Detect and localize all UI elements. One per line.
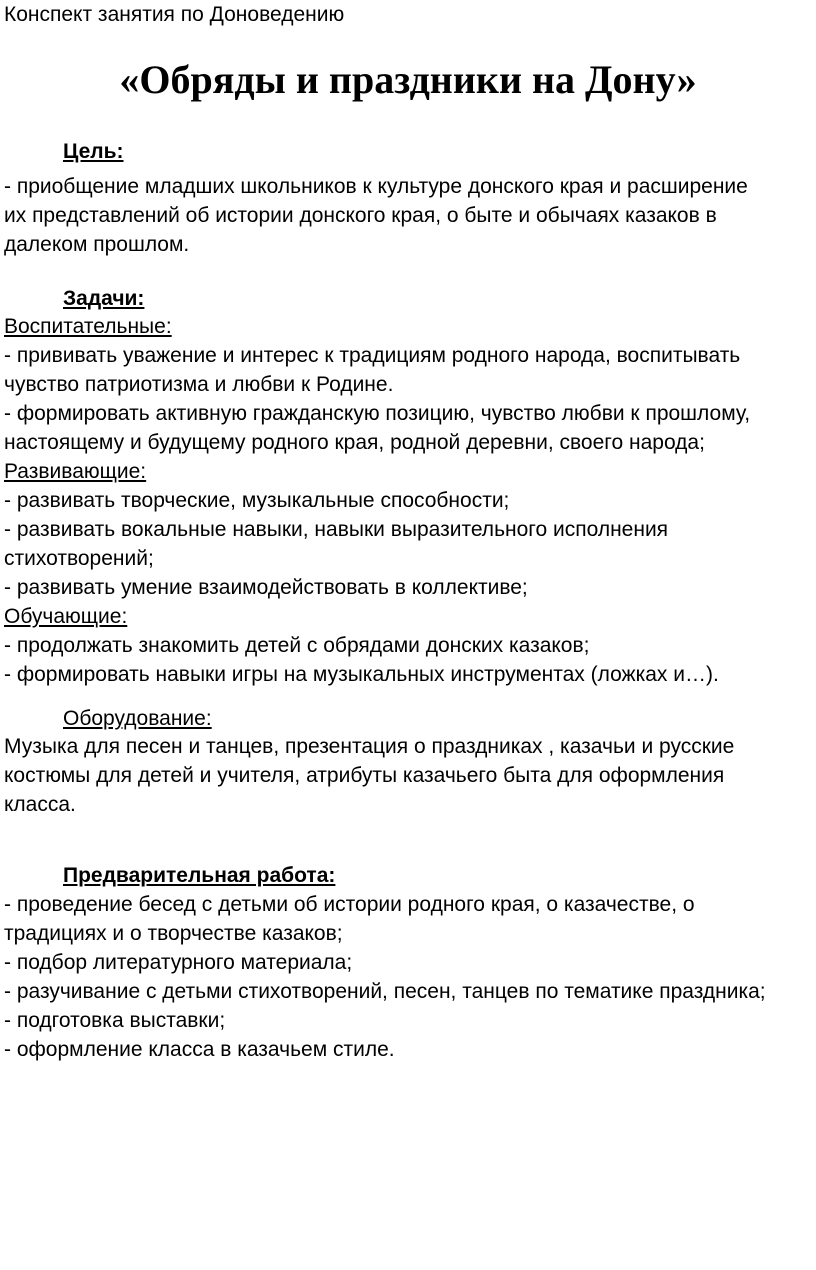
preparation-heading: Предварительная работа:	[63, 864, 336, 887]
subject-line: Конспект занятия по Доноведению	[4, 3, 345, 26]
task-line: настоящему и будущему родного края, родной деревни, своего народа;	[4, 431, 705, 454]
equipment-line: костюмы для детей и учителя, атрибуты казачьего быта для оформления	[4, 764, 725, 787]
task-line: - развивать умение взаимодействовать в коллективе;	[4, 576, 528, 599]
task-line: стихотворений;	[4, 547, 154, 570]
document-title: «Обряды и праздники на Дону»	[119, 57, 697, 102]
teaching-label: Обучающие:	[4, 605, 128, 628]
equipment-line: Музыка для песен и танцев, презентация о праздниках , казачьи и русские	[4, 735, 735, 758]
goal-heading: Цель:	[63, 140, 124, 163]
equipment-heading: Оборудование:	[63, 707, 212, 730]
preparation-line: традициях и о творчестве казаков;	[4, 922, 343, 945]
preparation-line: - подготовка выставки;	[4, 1009, 226, 1032]
goal-text	[4, 172, 812, 259]
tasks-heading: Задачи:	[63, 287, 145, 310]
developmental-label: Развивающие:	[4, 460, 147, 483]
equipment-line: класса.	[4, 793, 76, 816]
educational-label: Воспитательные:	[4, 315, 172, 338]
preparation-line: - оформление класса в казачьем стиле.	[4, 1038, 395, 1061]
goal-line: их представлений об истории донского края, о быте и обычаях казаков в	[4, 204, 717, 227]
equipment-text	[4, 732, 812, 819]
preparation-line: - разучивание с детьми стихотворений, песен, танцев по тематике праздника;	[4, 980, 766, 1003]
goal-line: далеком прошлом.	[4, 233, 190, 256]
tasks-text	[4, 312, 812, 689]
task-line: - формировать навыки игры на музыкальных инструментах (ложках и…).	[4, 663, 719, 686]
task-line: - продолжать знакомить детей с обрядами донских казаков;	[4, 634, 590, 657]
task-line: - прививать уважение и интерес к традициям родного народа, воспитывать	[4, 344, 741, 367]
task-line: - развивать творческие, музыкальные способности;	[4, 489, 510, 512]
task-line: - формировать активную гражданскую позицию, чувство любви к прошлому,	[4, 402, 751, 425]
preparation-text	[4, 890, 812, 1064]
task-line: - развивать вокальные навыки, навыки выразительного исполнения	[4, 518, 669, 541]
task-line: чувство патриотизма и любви к Родине.	[4, 373, 394, 396]
preparation-line: - проведение бесед с детьми об истории родного края, о казачестве, о	[4, 893, 695, 916]
goal-line: - приобщение младших школьников к культуре донского края и расширение	[4, 175, 748, 198]
preparation-line: - подбор литературного материала;	[4, 951, 353, 974]
